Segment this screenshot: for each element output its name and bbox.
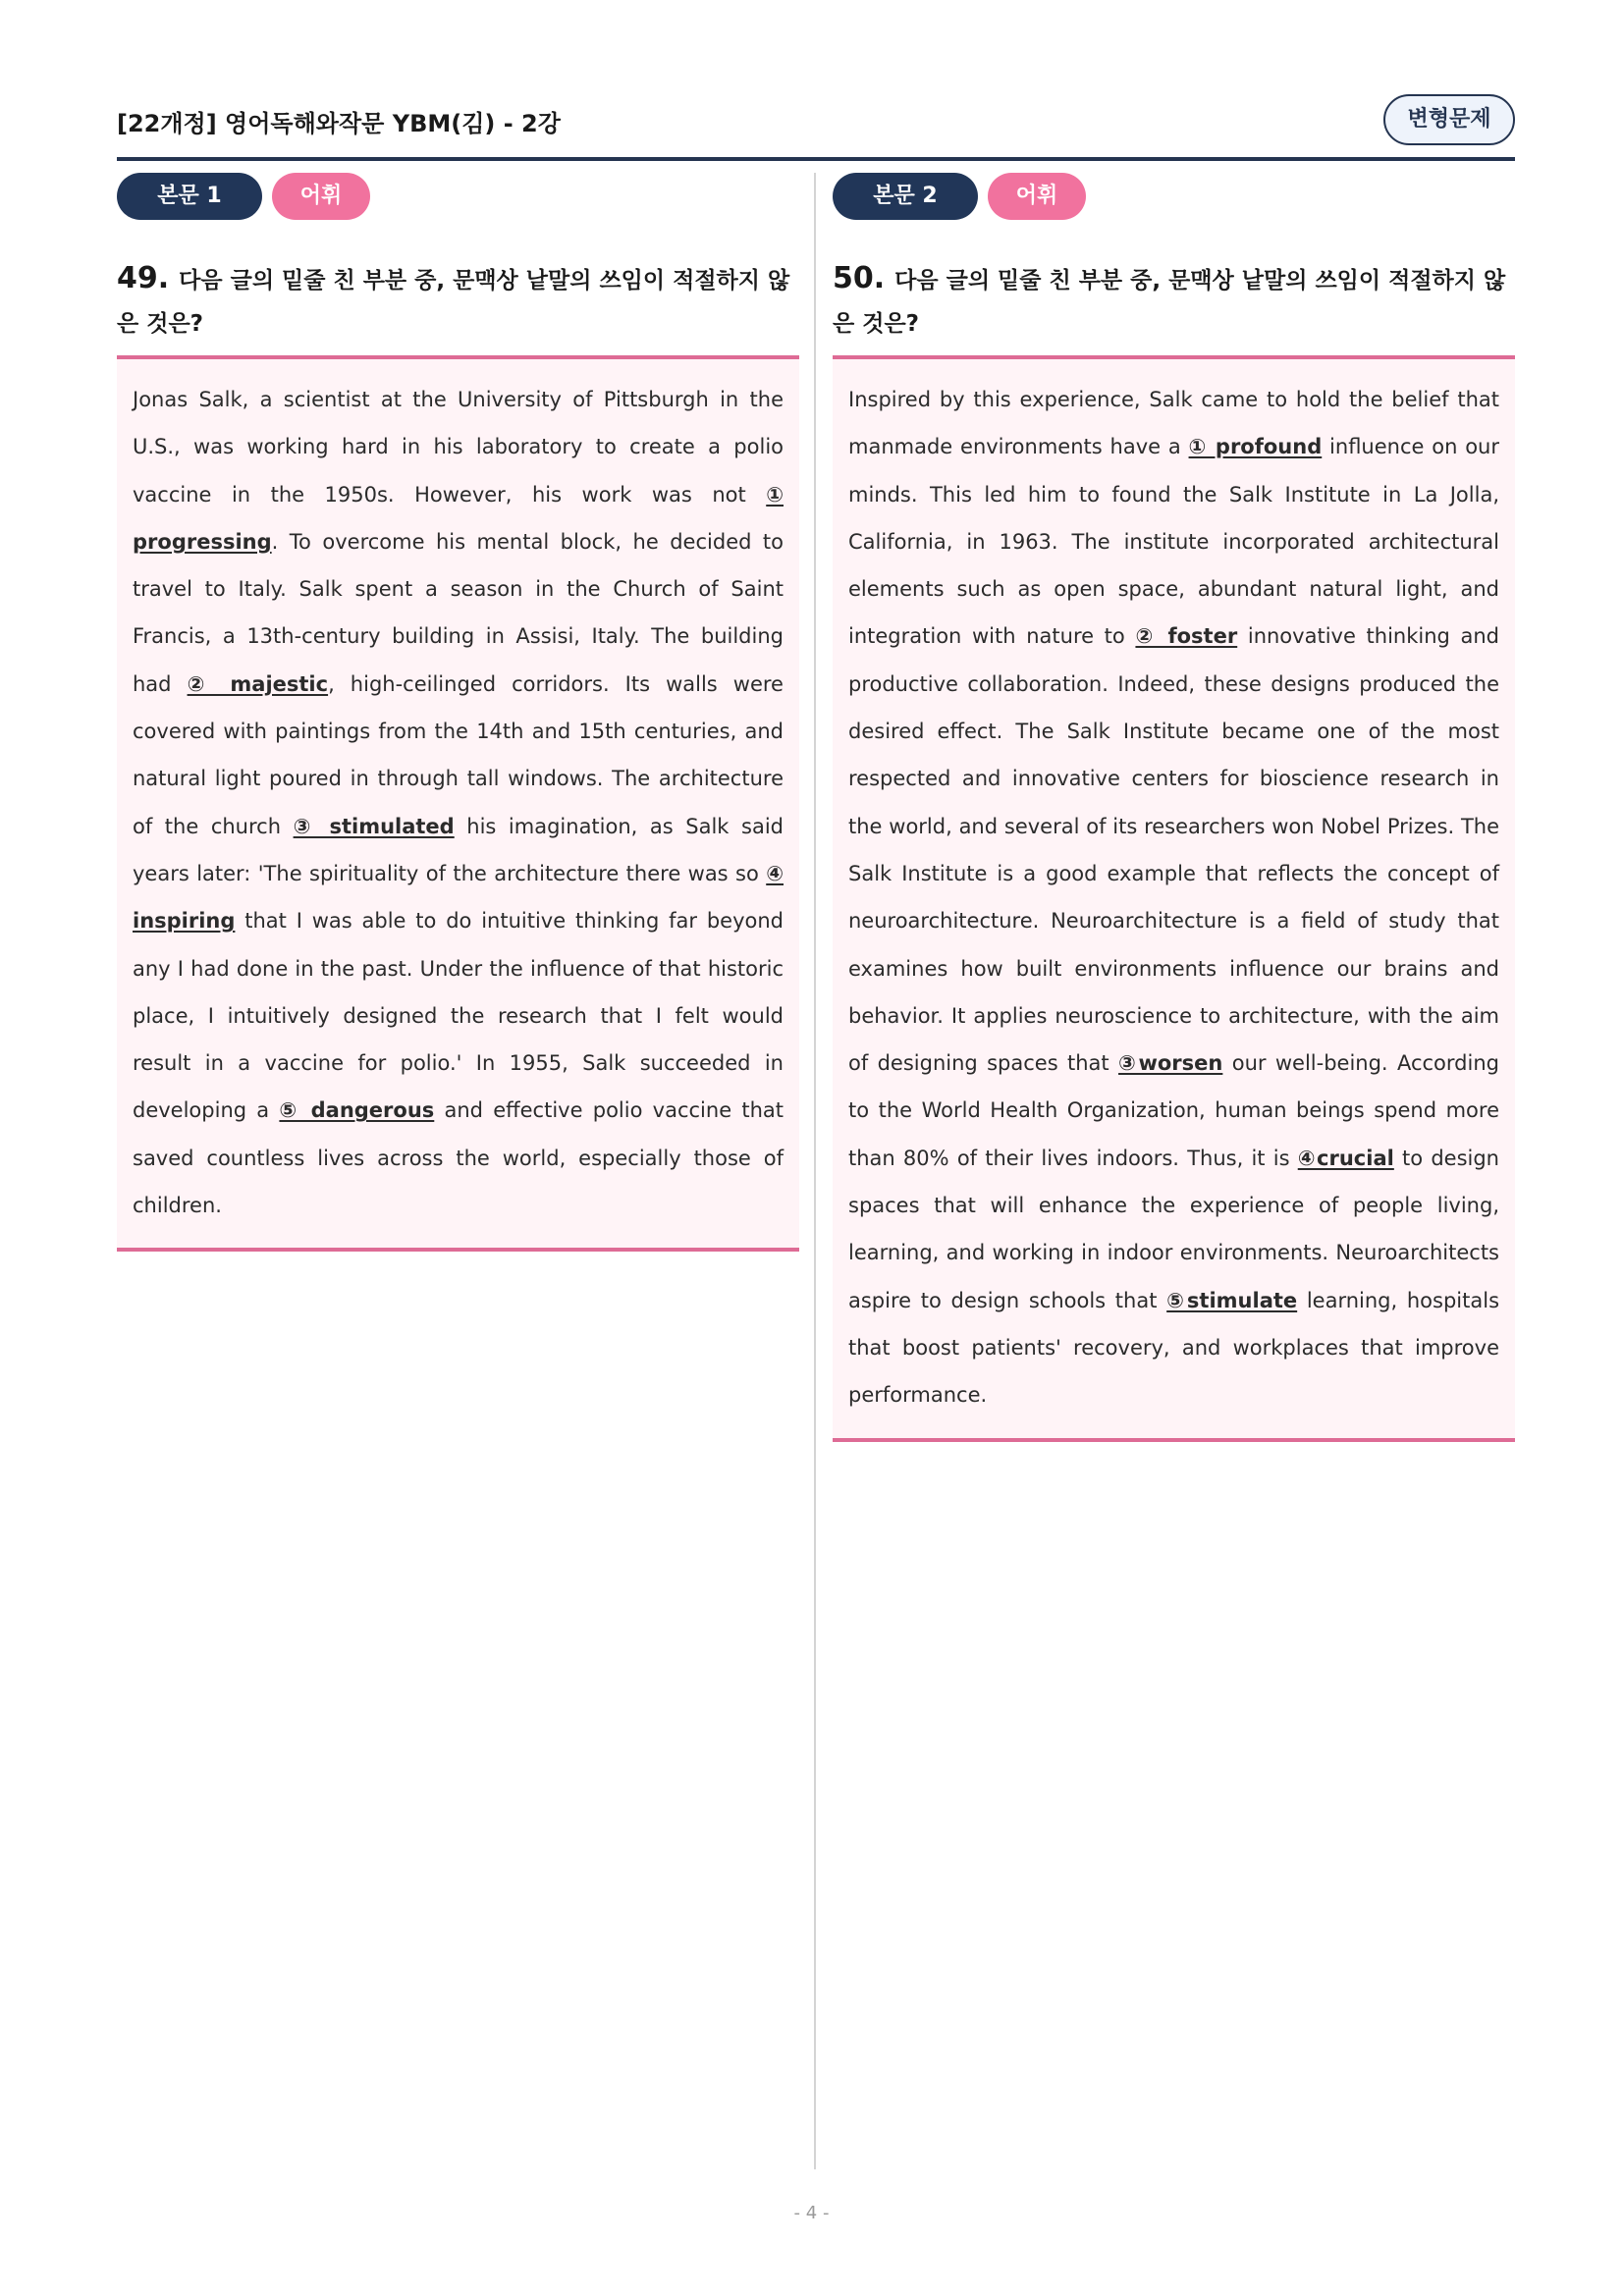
question-number: 49. xyxy=(117,261,170,295)
column-divider xyxy=(814,173,816,2169)
passage-1 xyxy=(117,359,799,1252)
right-tags xyxy=(833,173,1515,222)
question-text: 다음 글의 밑줄 친 부분 중, 문맥상 낱말의 쓰임이 적절하지 않은 것은? xyxy=(117,268,790,337)
passage-text: Inspired by this experience, Salk came to hold the belief that manmade environments have a xyxy=(848,388,1499,459)
underlined-choice-5: ⑤stimulate xyxy=(1166,1288,1298,1312)
underlined-choice-3: ③worsen xyxy=(1118,1051,1223,1076)
underlined-choice-2: ② majestic xyxy=(187,671,329,696)
right-column xyxy=(833,173,1515,1442)
passage-text: influence on our minds. This led him to found the Salk Institute in La Jolla, California, in 1963. The institute incorporated architectural elements such as open space, abundant natural light, and integration with nature to xyxy=(848,435,1499,649)
passage-text: our well-being. According to the World Health Organization, human beings spend more than 80% of their lives indoors. Thus, it is xyxy=(848,1051,1499,1170)
left-tags xyxy=(117,173,799,222)
passage-2 xyxy=(833,359,1515,1442)
passage-text: Jonas Salk, a scientist at the University of Pittsburgh in the U.S., was working hard in his laboratory to create a polio vaccine in the 1950s. However, his work was not xyxy=(133,388,784,507)
passage-text: learning, hospitals that boost patients' recovery, and workplaces that improve performance. xyxy=(848,1288,1500,1408)
passage-text: to design spaces that will enhance the experience of people living, learning, and working in indoor environments. Neuroarchitects aspire to design schools that xyxy=(848,1146,1499,1312)
left-column xyxy=(117,173,799,1252)
passage-text: , high-ceilinged corridors. Its walls were covered with paintings from the 14th and 15th centuries, and natural light poured in through tall windows. The architecture of the church xyxy=(133,671,784,838)
document-title: [22개정] 영어독해와작문 YBM(김) - 2강 xyxy=(117,110,561,137)
question-number: 50. xyxy=(833,261,886,295)
underlined-choice-3: ③ stimulated xyxy=(293,814,455,838)
underlined-choice-1: ① profound xyxy=(1188,435,1323,459)
question-type-badge: 변형문제 xyxy=(1383,94,1515,145)
section-tag-2: 본문 2 xyxy=(833,173,978,220)
underlined-choice-5: ⑤ dangerous xyxy=(279,1098,435,1123)
question-49 xyxy=(117,257,799,359)
category-tag-1: 어휘 xyxy=(272,173,370,220)
underlined-choice-2: ② foster xyxy=(1135,624,1238,649)
section-tag-1: 본문 1 xyxy=(117,173,262,220)
passage-text: innovative thinking and productive collaboration. Indeed, these designs produced the desired effect. The Salk Institute became one of the most respected and innovative centers for bioscience research in the world, and several of its researchers won Nobel Prizes. The Salk Institute is a good example that reflects the concept of neuroarchitecture. Neuroarchitecture is a field of study that examines how built environments influence our brains and behavior. It applies neuroscience to architecture, with the aim of designing spaces that xyxy=(848,624,1500,1076)
passage-text: that I was able to do intuitive thinking far beyond any I had done in the past. Under the influence of that historic place, I intuitively designed the research that I felt would result in a vaccine for polio.' In 1955, Salk succeeded in developing a xyxy=(133,909,784,1123)
category-tag-2: 어휘 xyxy=(988,173,1086,220)
page-header xyxy=(117,94,1515,161)
question-50 xyxy=(833,257,1515,359)
underlined-choice-4: ④ inspiring xyxy=(133,861,784,934)
underlined-choice-1: ① progressing xyxy=(133,482,784,554)
passage-text: and effective polio vaccine that saved countless lives across the world, especially those of children. xyxy=(133,1098,784,1218)
question-text: 다음 글의 밑줄 친 부분 중, 문맥상 낱말의 쓰임이 적절하지 않은 것은? xyxy=(833,268,1506,337)
passage-text: . To overcome his mental block, he decided to travel to Italy. Salk spent a season in the Church of Saint Francis, a 13th-century building in Assisi, Italy. The building had xyxy=(133,529,784,696)
page-number: - 4 - xyxy=(793,2203,830,2223)
passage-text: his imagination, as Salk said years later: 'The spirituality of the architecture there was so xyxy=(133,814,784,885)
underlined-choice-4: ④crucial xyxy=(1297,1146,1394,1170)
